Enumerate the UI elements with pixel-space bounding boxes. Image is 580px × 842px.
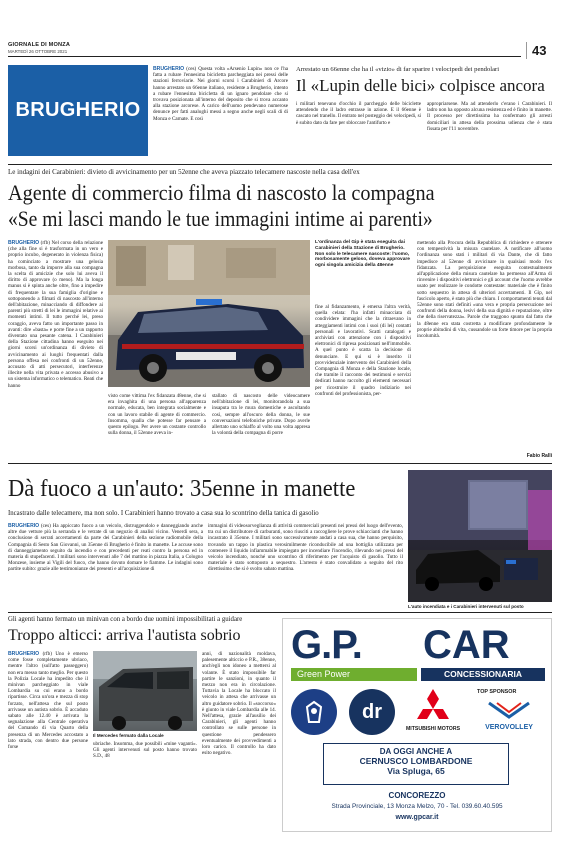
header-rule bbox=[8, 56, 521, 57]
ad-concessionaria: CONCESSIONARIA bbox=[421, 668, 545, 681]
story3-col1 bbox=[8, 523, 203, 609]
verovolley-logo-icon bbox=[471, 701, 547, 735]
page-number-box bbox=[526, 42, 552, 59]
divider-3 bbox=[8, 612, 552, 613]
peugeot-logo-icon bbox=[291, 689, 337, 735]
story2-col3: stallato di nascosto delle videocamere nell'abitazione di lei, monitorandola a sua insaputa tra le mura domestiche e ascoltando così, sempre all'oscuro della donna, le sue conversazioni telefoniche private. Dopo averle allertato uno schiaffo al volto una volta appresa la volontà della compagna di porre bbox=[212, 393, 310, 437]
photo-caption-box bbox=[315, 240, 410, 302]
story4-tag: (rfb) bbox=[42, 651, 52, 657]
mitsubishi-logo-icon bbox=[403, 687, 463, 737]
ad-brand-left: G.P. bbox=[291, 623, 362, 667]
ad-green-power: Green Power bbox=[291, 668, 417, 681]
ad-news-line1: DA OGGI ANCHE A bbox=[379, 747, 453, 756]
brief-text: Questa volta «Arsenio Lupin» non ce l'ha fatta a rubare l'ennesima bicicletta parcheggiata nei pressi delle stazioni ferroviarie. Nei giorni scorsi i Carabinieri di Arcore hanno arrestato un 66enne italiano, residente a Brugherio, intento a rubare l'ennesima bicicletta di un ignaro pendolare che si trovava posizionata all'interno del deposito che si trova accanto alla stazione arcorese. A carico dell'uomo pendevano numerose denunce per fatti analoghi messi a segno anche negli scali di di Monza e Carnate. E così bbox=[153, 66, 288, 122]
story3-kicker-label: BRUGHERIO bbox=[8, 523, 40, 529]
carabinieri-photo bbox=[108, 240, 310, 387]
section-banner bbox=[8, 65, 148, 156]
story3-title: Dà fuoco a un'auto: 35enne in manette bbox=[8, 476, 356, 502]
story2-col4: fine al fidanzamento, è emersa l'altra verità, quella celata: l'ha infatti minacciata di condividere immagini che la ritraevano in atteggiamenti intimi con i suoi (di lei) contatti personali e lavorativi. Scatti catalogati e archiviati con attenzione con i dispositivi elettronici di ripresa posizionati nell'immobile. A quel punto è scatta la decisione di denunciare. E qui si è inserito il provvidenziale intervento dei Carabinieri della Compagnia di Monza e della Stazione locale, che tramite il racconto dei testimoni e servizi dedicati hanno raccolto gli elementi necessari per ricostruire il quadro indiziario nei confronti del professionista, per- bbox=[315, 304, 411, 397]
story2-byline: Fabio Ralli bbox=[526, 453, 552, 459]
ad-mitsubishi-name: MITSUBISHI MOTORS bbox=[405, 726, 461, 732]
ad-news-address: Via Spluga, 65 bbox=[387, 766, 445, 776]
story2-title2: «Se mi lasci mando le tue immagini intime ai parenti» bbox=[8, 206, 433, 231]
story4-col1 bbox=[8, 651, 88, 831]
story2-title1: Agente di commercio filma di nascosto la compagna bbox=[8, 180, 435, 205]
car-fire-photo bbox=[408, 470, 552, 602]
story1-kicker: Arrestato un 66enne che ha il «vizio» di far sparire i velocipedi dei pendolari bbox=[296, 66, 500, 73]
ad-verovolley-name: VEROVOLLEY bbox=[485, 724, 533, 731]
issue-date: MARTEDÌ 26 OTTOBRE 2021 bbox=[8, 49, 68, 54]
story4-kicker-label: BRUGHERIO bbox=[8, 651, 40, 657]
ad-top-sponsor: TOP SPONSOR bbox=[477, 689, 517, 695]
story4-col2: ubriache. Insomma, due possibili «mine vaganti». Gli agenti intervenuti sul posto hanno trovato S.D., 48 bbox=[93, 741, 197, 760]
story1-col2: appropriarsene. Ma ad attenderlo c'erano i Carabinieri. Il ladro non ha opposto alcuna resistenza ed è finito in manette. Il processo per direttissima ha confermato gli arresti domiciliari in attesa della prossima udienza che è stata fissata per l'11 novembre. bbox=[427, 101, 552, 132]
ad-brand-right: CAR bbox=[423, 623, 510, 667]
story2-col1 bbox=[8, 240, 103, 458]
story4-kicker: Gli agenti hanno fermato un minivan con a bordo due uomini impossibilitati a guidare bbox=[8, 616, 243, 623]
carabinieri-car-illustration bbox=[108, 240, 310, 387]
divider-1 bbox=[8, 164, 552, 165]
ad-website-link[interactable]: www.gpcar.it bbox=[395, 814, 439, 821]
story2-col2: visto come vittima l'ex fidanzata 48enne, che si era invaghita di una persona all'apparenza normale, educata, ben integrata socialmente e con un lavoro stabile di agente di commercio. Insomma, qualla che potesse far pensare a questo epilogo. Per avere un costante controllo sulla donna, il 52enne aveva in- bbox=[108, 393, 206, 437]
story4-col3: anni, di nazionalità moldava, palesemente alticcio e P.R., 38enne, anch'egli non idoneo a mettersi al volante. È stato impossibile far partire le sanzioni, in quanto il mezzo non era in circolazione. Tuttavia la Locale ha bloccato il veicolo in attesa che arrivasse un altro guidatore sobrio. Il «soccorso» è giunto in viale Lombardia alle 14. Nell'attesa, grazie all'ausilio dei Carabinieri, gli agenti hanno controllato se sulle persone in questione pendessero eventualmente dei provvedimenti a loro carico. Il controllo ha dato esito negativo. bbox=[202, 651, 276, 757]
gpcar-advertisement[interactable] bbox=[282, 618, 552, 832]
story3-col1-text: Ha appiccato fuoco a un veicolo, distruggendolo e danneggiando anche altre due vetture più la serranda e le vetrate di un negozio di analisi vicino. Venerdì sera, a conclusione di serrati accertamenti da parte dei Carabinieri della sezione radiomobile della Compagnia di Sesto San Giovanni, un 35enne di Brugherio è finito in manette. Le accuse sono di danneggiamento seguito da incendio e con precedenti per reati contro la persona ed in materia di stupefacenti. I militari sono intervenuti alle 7 del mattino in piazza Italia, a Cologno Monzese, insieme ai Vigili del fuoco, che hanno dovuto domare le fiamme. Le indagini sono partite subito: grazie alle testimonianze dei presenti e all'acquisizione di bbox=[8, 523, 203, 573]
story4-col1-text: Uno è emerso come fosse completamente ubriaco, mentre l'altro (sull'atto passeggero) non era messo tanto meglio. Per questo la Polizia Locale ha impedito che il minivan parcheggiato in viale Lombardia su cui erano a bordo ripartisse. Circa un'ora e mezza di stop forzato, nell'attesa che sul posto arrivasse un autista sobrio. È accaduto sabato alle 12.40 è arrivata la segnalazione alla Centrale operativa del Comando di via Quarto della presenza di un Mercedes accostato a lato strada, con dentro due persone forse bbox=[8, 651, 88, 751]
masthead: GIORNALE DI MONZA bbox=[8, 42, 71, 48]
story2-col5: mettendo alla Procura della Repubblica di richiedere e ottenere con tempestività la misura cautelare. A notificare all'uomo l'ordinanza sono stati i militari di via Dante, che di fatto impedisce al 52enne di avvicinare in qualsiasi modo l'ex fidanzata. La perquisizione eseguita contestualmente all'applicazione della misura cautelare ha permesso all'Arma di rinvenire i dispositivi elettronici e gli account che l'uomo avrebbe usato per realizzare le condotte contestate: materiale che è finito sotto sequestro in attesa di ulteriori accertamenti. Il Gip, nel fascicolo aperto, è stato più che chiaro. I comportamenti tenuti dal 52enne sono stati definiti «una vera e propria persecuzione nei confronti della donna, lesivi della sua dignità e reputazione, oltre che della riservatezza». Parole che traggono spunto dal fatto che la 48enne era stata costretta a modificare profondamente le proprie abitudini di vita, cussandole un forte timore per la propria incolumità. bbox=[417, 240, 552, 340]
story3-subtitle: Incastrato dalle telecamere, ma non solo. I Carabinieri hanno trovato a casa sua lo scontrino della tanica di gasolio bbox=[8, 510, 319, 517]
story3-tag: (ces) bbox=[40, 523, 51, 529]
story2-kicker-label: BRUGHERIO bbox=[8, 240, 40, 246]
story3-col2: immagini di videosorveglianza di attività commerciali presenti nei pressi del luogo dell'evento, tra cui un distributore di carburanti, sono riusciti a raccogliere le prove schiaccianti che hanno incastrato il 35enne. I militari sono successivamente andati a casa sua, che hanno perquisito, trovando un tappo in plastica verosimilmente riconducibile ad una bottiglia utilizzata per contenere il liquido infiammabile impiegato per incendiare l'incendio, rilevando nei pressi del veicolo incendiato, nonché uno scontrino di riferimento per l'acquisto di gasolio. Tutto il materiale è stato sottoposto a sequestro. L'arresto è stato convalidato a seguito del rito direttissimo che si è svolto sabato mattina. bbox=[208, 523, 403, 573]
carabinieri-photo-caption: L'ordinanza del Gip è stata eseguita dai Carabinieri della Stazione di Brugherio. Non solo le telecamere nascoste: l'uomo, morbosamente geloso, doveva approvare ogni singola amicizia della 48enne bbox=[315, 240, 410, 269]
mercedes-van-illustration bbox=[93, 651, 197, 731]
car-fire-illustration bbox=[408, 470, 552, 602]
story4-title: Troppo alticci: arriva l'autista sobrio bbox=[8, 627, 241, 644]
brief-tag: (ces) bbox=[186, 66, 197, 72]
story1-title: Il «Lupin delle bici» colpisce ancora bbox=[296, 76, 545, 95]
divider-2 bbox=[8, 463, 552, 464]
brief-lupin-intro bbox=[153, 66, 288, 158]
car-fire-caption: L'auto incendiata e i Carabinieri intervenuti sul posto bbox=[408, 604, 524, 609]
section-name: BRUGHERIO bbox=[15, 99, 141, 121]
ad-news-line2: CERNUSCO LOMBARDONE bbox=[359, 756, 473, 766]
ad-address: Strada Provinciale, 13 Monza Melzo, 70 - Tel. 039.60.40.595 bbox=[331, 803, 503, 810]
mercedes-caption: Il Mercedes fermato dalla Locale bbox=[93, 733, 164, 738]
mercedes-photo bbox=[93, 651, 197, 731]
story1-col1: i militari tenevano d'occhio il parcheggio delle biciclette attendendo che il ladro entrasse in azione. E il 66enne è cascato nel tranello. Il entrato nel posteggio dei velocipedi, si è subito dato da fare per sbloccare l'antifurto e bbox=[296, 101, 421, 126]
story2-kicker: Le indagini dei Carabinieri: divieto di avvicinamento per un 52enne che aveva piazzato telecamere nascoste nella casa dell'ex bbox=[8, 168, 360, 176]
story2-tag: (rfb) bbox=[40, 240, 50, 246]
brief-kicker: BRUGHERIO bbox=[153, 66, 185, 72]
ad-news-box bbox=[323, 743, 509, 785]
story2-col1-text: Nel corso della relazione (che alla fine si è trasformata in un vero e proprio incubo, degenerato in violenza fisica) ha cominciato a mostrare una gelosia morbosa, tanto da imporre alla sua compagna la scelta di amicizie che solo lui aveva il diritto di approvare (o meno). Ma la longa manus si è spinta anche oltre, fino a impedire di frequentare la sua famiglia d'origine e sottoponendo a filmati di nascosto all'interno dell'abitazione, minacciando di diffondere ai parenti più stretti di lei le immagini relative ai momenti intimi. Il tutto perché lei, preso coraggio, aveva fatto un importante passo in avanti: dire «basta» e porre fine a un rapporto diventato una pesante catena. I Carabinieri della Stazione cittadina hanno eseguito nei giorni scorsi un'ordinanza di divieto di avvicinamento ai luoghi frequentati dalla persona offesa nei confronti di un 52enne, accusato di atti persecutori, interferenze illecite nella vita privata e accesso abusivo a un sistema informatico o telematico. Reati che hanno bbox=[8, 240, 103, 389]
dr-logo-icon: dr bbox=[349, 689, 395, 735]
page-number: 43 bbox=[532, 43, 547, 58]
ad-city: CONCOREZZO bbox=[388, 791, 446, 800]
